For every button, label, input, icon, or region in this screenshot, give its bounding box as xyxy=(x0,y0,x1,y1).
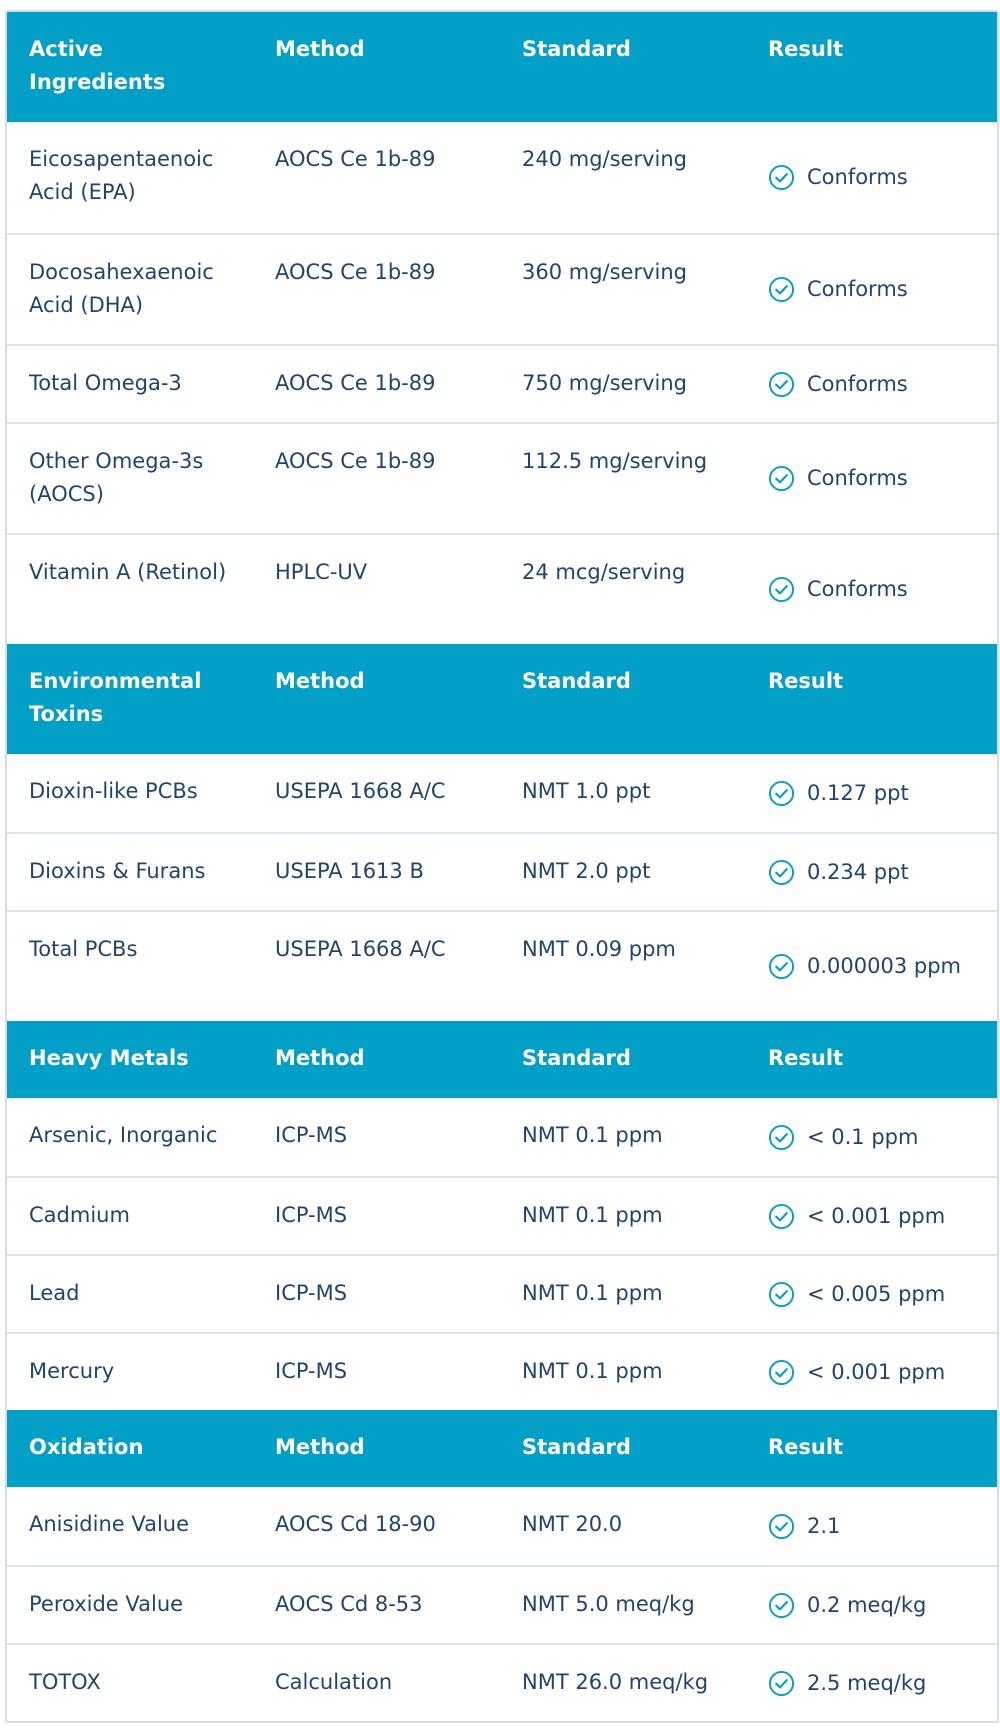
row-method: ICP-MS xyxy=(275,1281,348,1305)
table-row xyxy=(7,422,997,533)
table-row xyxy=(7,1098,997,1176)
row-name: TOTOX xyxy=(29,1670,101,1694)
result-value: Conforms xyxy=(807,371,908,396)
row-name: Docosahexaenoic Acid (DHA) xyxy=(29,260,214,317)
row-result xyxy=(746,834,997,910)
row-standard: NMT 0.09 ppm xyxy=(522,937,676,961)
row-method: Calculation xyxy=(275,1670,393,1694)
row-result xyxy=(746,1645,997,1721)
row-standard: 240 mg/serving xyxy=(522,147,688,171)
row-standard: NMT 0.1 ppm xyxy=(522,1123,663,1147)
table-row xyxy=(7,754,997,832)
header-category: Heavy Metals xyxy=(29,1046,189,1070)
table-row xyxy=(7,1332,997,1410)
result-value: < 0.001 ppm xyxy=(807,1203,946,1228)
row-name: Arsenic, Inorganic xyxy=(29,1123,218,1147)
row-method: USEPA 1613 B xyxy=(275,859,424,883)
row-method: AOCS Cd 8-53 xyxy=(275,1592,423,1616)
row-method: AOCS Cd 18-90 xyxy=(275,1512,436,1536)
section-header-oxidation xyxy=(7,1410,997,1487)
header-method: Method xyxy=(275,1046,365,1070)
row-method: ICP-MS xyxy=(275,1123,348,1147)
row-name: Mercury xyxy=(29,1359,115,1383)
result-value: 2.5 meq/kg xyxy=(807,1670,927,1695)
row-result xyxy=(746,122,997,233)
row-name: Other Omega-3s (AOCS) xyxy=(29,449,204,506)
table-row xyxy=(7,910,997,1021)
header-result: Result xyxy=(768,37,844,61)
table-row xyxy=(7,233,997,344)
row-standard: NMT 0.1 ppm xyxy=(522,1281,663,1305)
row-standard: NMT 5.0 meq/kg xyxy=(522,1592,695,1616)
header-category: Environmental Toxins xyxy=(29,669,202,726)
check-circle-icon xyxy=(768,1513,795,1540)
header-category: Oxidation xyxy=(29,1435,144,1459)
table-row xyxy=(7,1254,997,1332)
row-standard: 24 mcg/serving xyxy=(522,560,686,584)
check-circle-icon xyxy=(768,1203,795,1230)
row-name: Cadmium xyxy=(29,1203,130,1227)
row-result xyxy=(746,1098,997,1176)
check-circle-icon xyxy=(768,1359,795,1386)
row-standard: NMT 2.0 ppt xyxy=(522,859,651,883)
result-value: 0.127 ppt xyxy=(807,780,909,805)
table-row xyxy=(7,122,997,233)
row-standard: NMT 20.0 xyxy=(522,1512,623,1536)
row-method: HPLC-UV xyxy=(275,560,368,584)
header-result: Result xyxy=(768,1046,844,1070)
check-circle-icon xyxy=(768,953,795,980)
row-result xyxy=(746,346,997,422)
check-circle-icon xyxy=(768,576,795,603)
header-category: Active Ingredients xyxy=(29,37,166,94)
result-value: 2.1 xyxy=(807,1513,841,1538)
row-method: AOCS Ce 1b-89 xyxy=(275,449,436,473)
row-name: Dioxins & Furans xyxy=(29,859,206,883)
check-circle-icon xyxy=(768,276,795,303)
row-name: Vitamin A (Retinol) xyxy=(29,560,227,584)
check-circle-icon xyxy=(768,1124,795,1151)
row-name: Total Omega-3 xyxy=(29,371,182,395)
row-method: AOCS Ce 1b-89 xyxy=(275,147,436,171)
row-result xyxy=(746,1487,997,1565)
row-standard: 750 mg/serving xyxy=(522,371,688,395)
table-row xyxy=(7,1487,997,1565)
result-value: < 0.001 ppm xyxy=(807,1359,946,1384)
row-result xyxy=(746,235,997,344)
row-name: Peroxide Value xyxy=(29,1592,184,1616)
header-standard: Standard xyxy=(522,37,631,61)
section-header-environmental-toxins xyxy=(7,644,997,754)
header-method: Method xyxy=(275,1435,365,1459)
row-method: AOCS Ce 1b-89 xyxy=(275,260,436,284)
row-result xyxy=(746,1178,997,1254)
result-value: 0.234 ppt xyxy=(807,859,909,884)
header-method: Method xyxy=(275,37,365,61)
row-result xyxy=(746,912,997,1021)
check-circle-icon xyxy=(768,1281,795,1308)
row-standard: NMT 26.0 meq/kg xyxy=(522,1670,709,1694)
table-row xyxy=(7,832,997,910)
table-row xyxy=(7,533,997,644)
row-method: AOCS Ce 1b-89 xyxy=(275,371,436,395)
row-result xyxy=(746,535,997,644)
header-standard: Standard xyxy=(522,669,631,693)
row-name: Dioxin-like PCBs xyxy=(29,779,198,803)
result-value: < 0.1 ppm xyxy=(807,1124,919,1149)
check-circle-icon xyxy=(768,465,795,492)
table-row xyxy=(7,1565,997,1643)
test-results-table xyxy=(5,10,999,1723)
section-header-active-ingredients xyxy=(7,12,997,122)
section-header-heavy-metals xyxy=(7,1021,997,1098)
check-circle-icon xyxy=(768,371,795,398)
table-row xyxy=(7,1643,997,1721)
result-value: Conforms xyxy=(807,165,908,189)
result-value: 0.2 meq/kg xyxy=(807,1592,927,1617)
header-method: Method xyxy=(275,669,365,693)
header-standard: Standard xyxy=(522,1435,631,1459)
result-value: Conforms xyxy=(807,577,908,601)
row-result xyxy=(746,1334,997,1410)
check-circle-icon xyxy=(768,1670,795,1697)
header-standard: Standard xyxy=(522,1046,631,1070)
row-standard: NMT 1.0 ppt xyxy=(522,779,651,803)
result-value: < 0.005 ppm xyxy=(807,1281,946,1306)
row-method: ICP-MS xyxy=(275,1203,348,1227)
row-standard: NMT 0.1 ppm xyxy=(522,1203,663,1227)
row-standard: 360 mg/serving xyxy=(522,260,688,284)
row-name: Lead xyxy=(29,1281,80,1305)
row-standard: NMT 0.1 ppm xyxy=(522,1359,663,1383)
row-method: USEPA 1668 A/C xyxy=(275,779,446,803)
row-name: Eicosapentaenoic Acid (EPA) xyxy=(29,147,214,204)
table-row xyxy=(7,344,997,422)
row-name: Total PCBs xyxy=(29,937,138,961)
result-value: Conforms xyxy=(807,466,908,490)
result-value: 0.000003 ppm xyxy=(807,954,961,978)
check-circle-icon xyxy=(768,780,795,807)
row-standard: 112.5 mg/serving xyxy=(522,449,708,473)
row-result xyxy=(746,424,997,533)
header-result: Result xyxy=(768,669,844,693)
row-result xyxy=(746,754,997,832)
check-circle-icon xyxy=(768,164,795,191)
table-row xyxy=(7,1176,997,1254)
row-result xyxy=(746,1256,997,1332)
check-circle-icon xyxy=(768,859,795,886)
row-name: Anisidine Value xyxy=(29,1512,190,1536)
row-method: USEPA 1668 A/C xyxy=(275,937,446,961)
result-value: Conforms xyxy=(807,277,908,301)
check-circle-icon xyxy=(768,1592,795,1619)
header-result: Result xyxy=(768,1435,844,1459)
row-method: ICP-MS xyxy=(275,1359,348,1383)
row-result xyxy=(746,1567,997,1643)
